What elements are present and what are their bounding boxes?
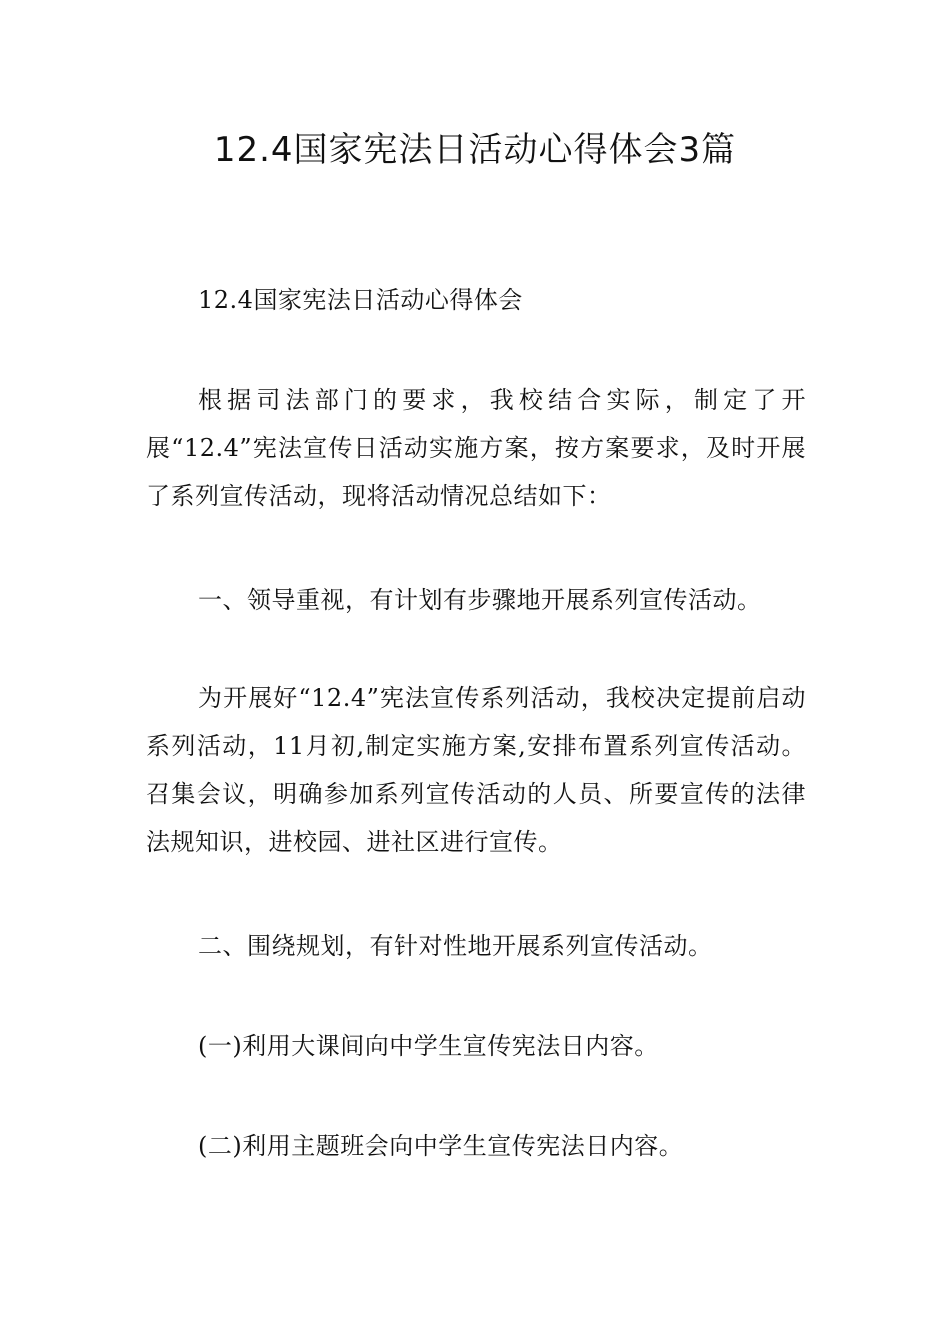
list-item-1: (一)利用大课间向中学生宣传宪法日内容。 — [198, 1032, 659, 1060]
intro-paragraph: 根据司法部门的要求，我校结合实际，制定了开展“12.4”宪法宣传日活动实施方案，按方案要求，及时开展了系列宣传活动，现将活动情况总结如下： — [146, 386, 806, 510]
document-title: 12.4国家宪法日活动心得体会3篇 — [213, 130, 737, 170]
section-subtitle: 12.4国家宪法日活动心得体会 — [198, 286, 523, 314]
list-item-2: (二)利用主题班会向中学生宣传宪法日内容。 — [198, 1132, 684, 1160]
section-1-paragraph: 为开展好“12.4”宪法宣传系列活动，我校决定提前启动系列活动，11月初,制定实施方案,安排布置系列宣传活动。召集会议，明确参加系列宣传活动的人员、所要宣传的法律法规知识，进校园、进社区进行宣传。 — [146, 684, 806, 856]
section-heading-1: 一、领导重视，有计划有步骤地开展系列宣传活动。 — [198, 586, 762, 614]
section-heading-2: 二、围绕规划，有针对性地开展系列宣传活动。 — [198, 932, 713, 960]
